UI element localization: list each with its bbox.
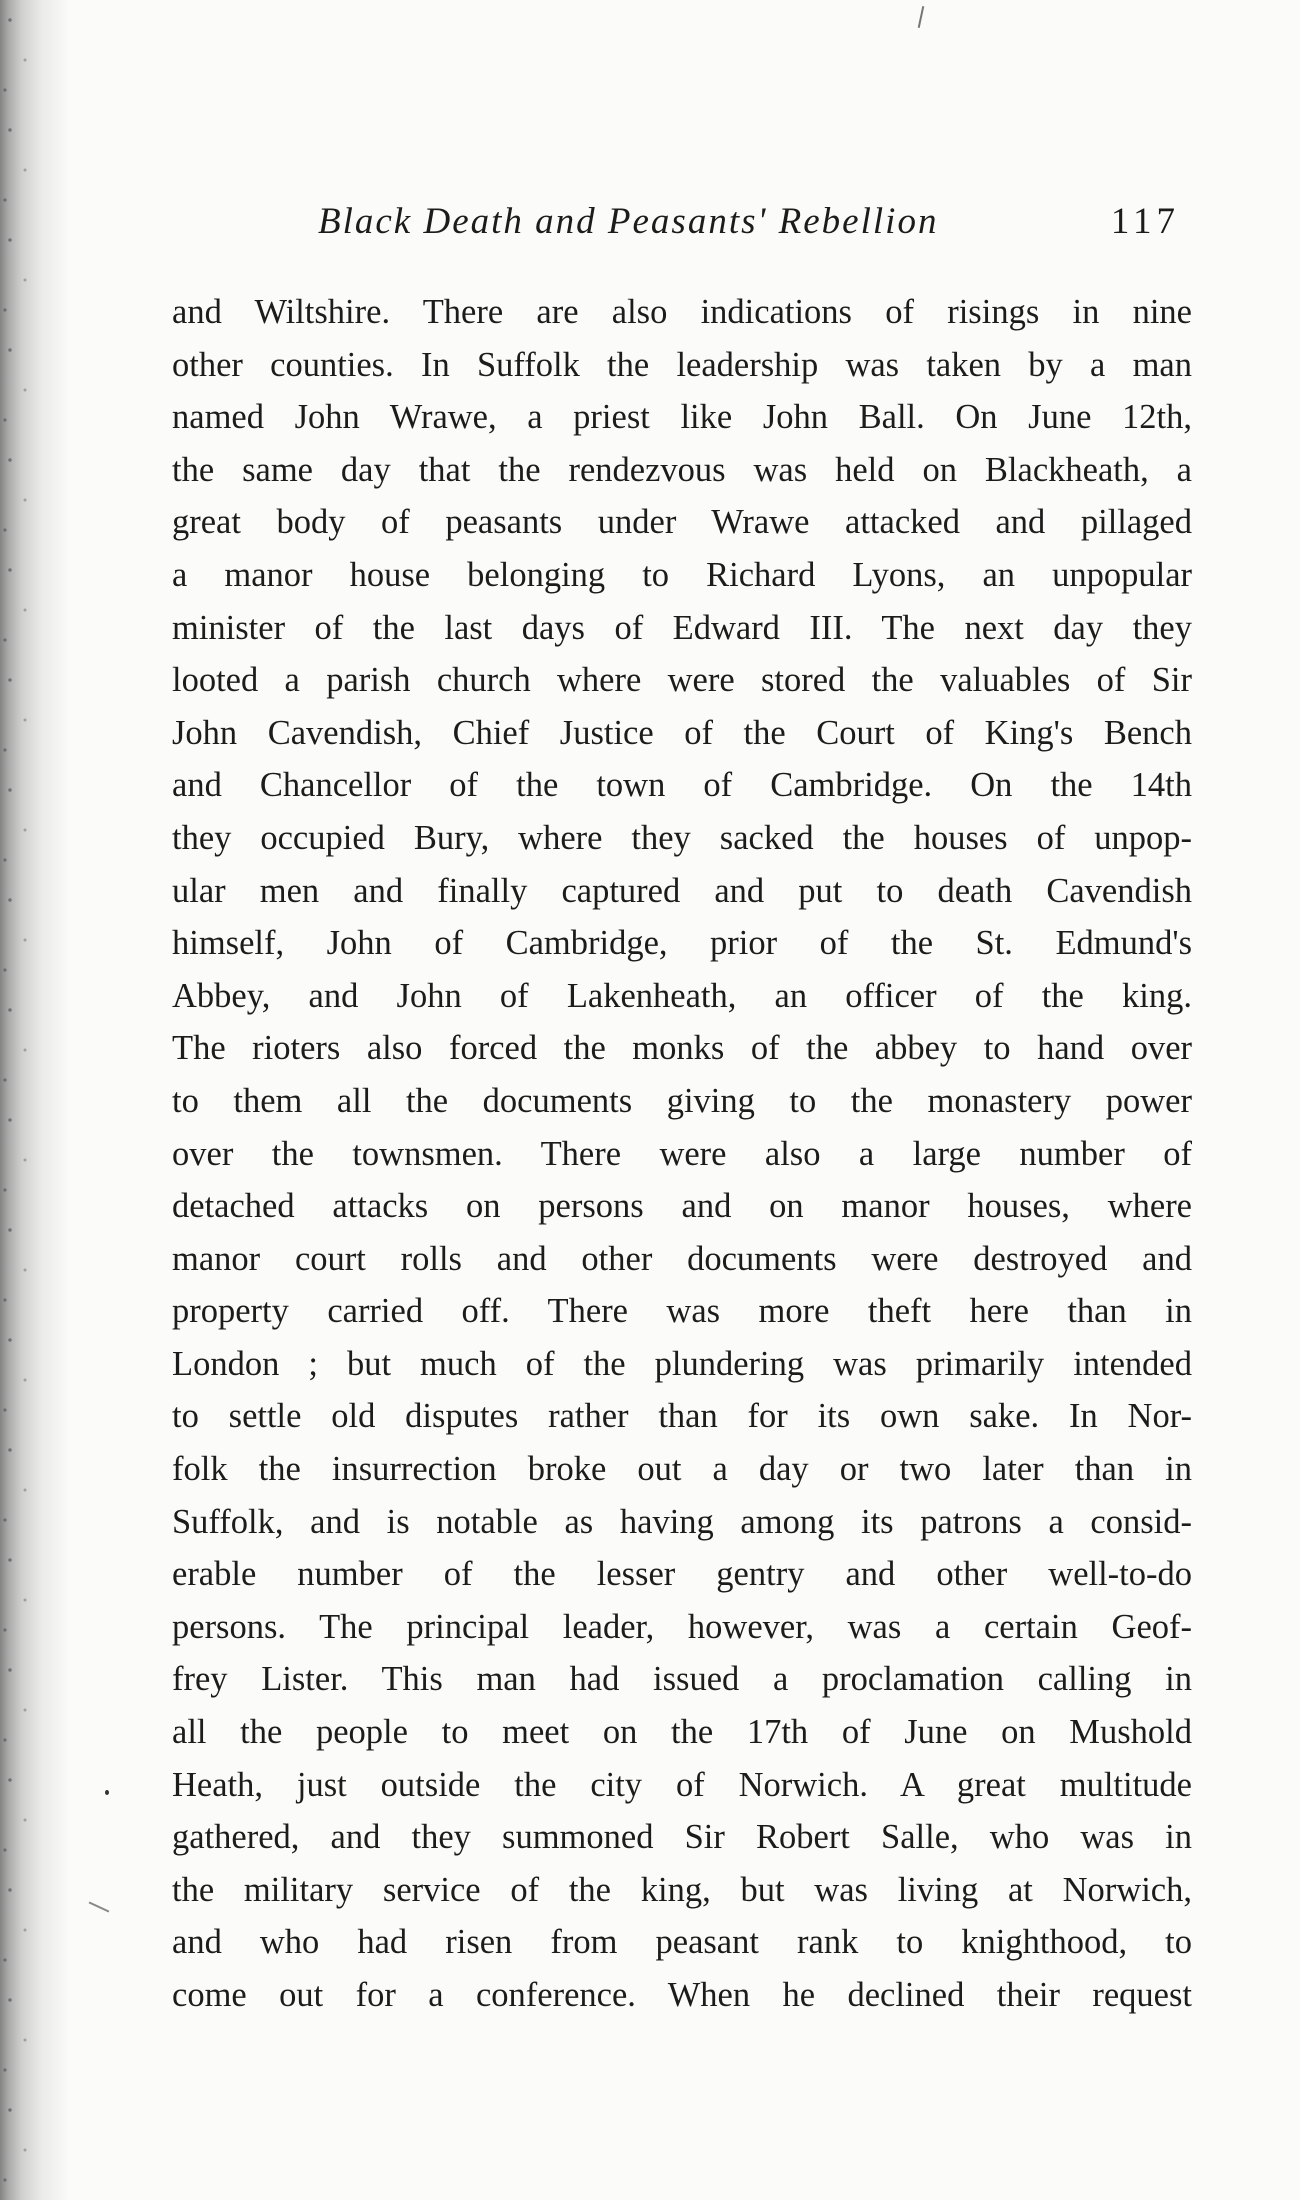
text-line: to them all the documents giving to the monastery power <box>172 1081 1192 1120</box>
text-line: gathered, and they summoned Sir Robert Salle, who was in <box>172 1818 1192 1857</box>
text-line: Suffolk, and is notable as having among its patrons a consid- <box>172 1502 1192 1541</box>
text-line: detached attacks on persons and on manor houses, where <box>172 1187 1192 1226</box>
text-line: property carried off. There was more theft here than in <box>172 1292 1192 1331</box>
text-line: the same day that the rendezvous was held on Blackheath, a <box>172 450 1192 489</box>
text-line: a manor house belonging to Richard Lyons, an unpopular <box>172 555 1192 594</box>
text-line: great body of peasants under Wrawe attacked and pillaged <box>172 503 1192 542</box>
text-line: folk the insurrection broke out a day or two later than in <box>172 1450 1192 1489</box>
scan-mark <box>89 1901 110 1912</box>
text-line: and Wiltshire. There are also indications of risings in nine <box>172 293 1192 331</box>
text-line: frey Lister. This man had issued a proclamation calling in <box>172 1660 1192 1699</box>
scan-mark <box>105 1790 109 1795</box>
text-line: and Chancellor of the town of Cambridge. On the 14th <box>172 766 1192 805</box>
text-line: The rioters also forced the monks of the abbey to hand over <box>172 1029 1192 1068</box>
text-line: the military service of the king, but was living at Norwich, <box>172 1870 1192 1909</box>
text-line: and who had risen from peasant rank to knighthood, to <box>172 1923 1192 1962</box>
text-line: minister of the last days of Edward III. The next day they <box>172 608 1192 647</box>
text-line: over the townsmen. There were also a large number of <box>172 1134 1192 1173</box>
scan-mark <box>918 6 925 28</box>
text-line: to settle old disputes rather than for its own sake. In Nor- <box>172 1397 1192 1436</box>
text-line: named John Wrawe, a priest like John Ball. On June 12th, <box>172 398 1192 437</box>
text-line: come out for a conference. When he declined their request <box>172 1976 1192 2014</box>
text-line: ular men and finally captured and put to death Cavendish <box>172 871 1192 910</box>
text-line: erable number of the lesser gentry and other well-to-do <box>172 1555 1192 1594</box>
text-line: persons. The principal leader, however, was a certain Geof- <box>172 1607 1192 1646</box>
text-line: Heath, just outside the city of Norwich. A great multitude <box>172 1765 1192 1804</box>
text-line: London ; but much of the plundering was primarily intended <box>172 1344 1192 1383</box>
text-line: himself, John of Cambridge, prior of the St. Edmund's <box>172 924 1192 963</box>
running-header <box>170 200 1190 260</box>
page-number: 117 <box>1110 201 1180 242</box>
body-text <box>172 286 1192 2022</box>
running-title: Black Death and Peasants' Rebellion <box>318 201 939 242</box>
text-line: John Cavendish, Chief Justice of the Court of King's Bench <box>172 713 1192 752</box>
scan-specks <box>0 0 40 2200</box>
text-line: other counties. In Suffolk the leadership was taken by a man <box>172 345 1192 384</box>
text-line: all the people to meet on the 17th of June on Mushold <box>172 1713 1192 1752</box>
text-line: looted a parish church where were stored the valuables of Sir <box>172 661 1192 700</box>
text-line: manor court rolls and other documents were destroyed and <box>172 1239 1192 1278</box>
text-line: Abbey, and John of Lakenheath, an officer of the king. <box>172 976 1192 1015</box>
text-line: they occupied Bury, where they sacked the houses of unpop- <box>172 818 1192 857</box>
